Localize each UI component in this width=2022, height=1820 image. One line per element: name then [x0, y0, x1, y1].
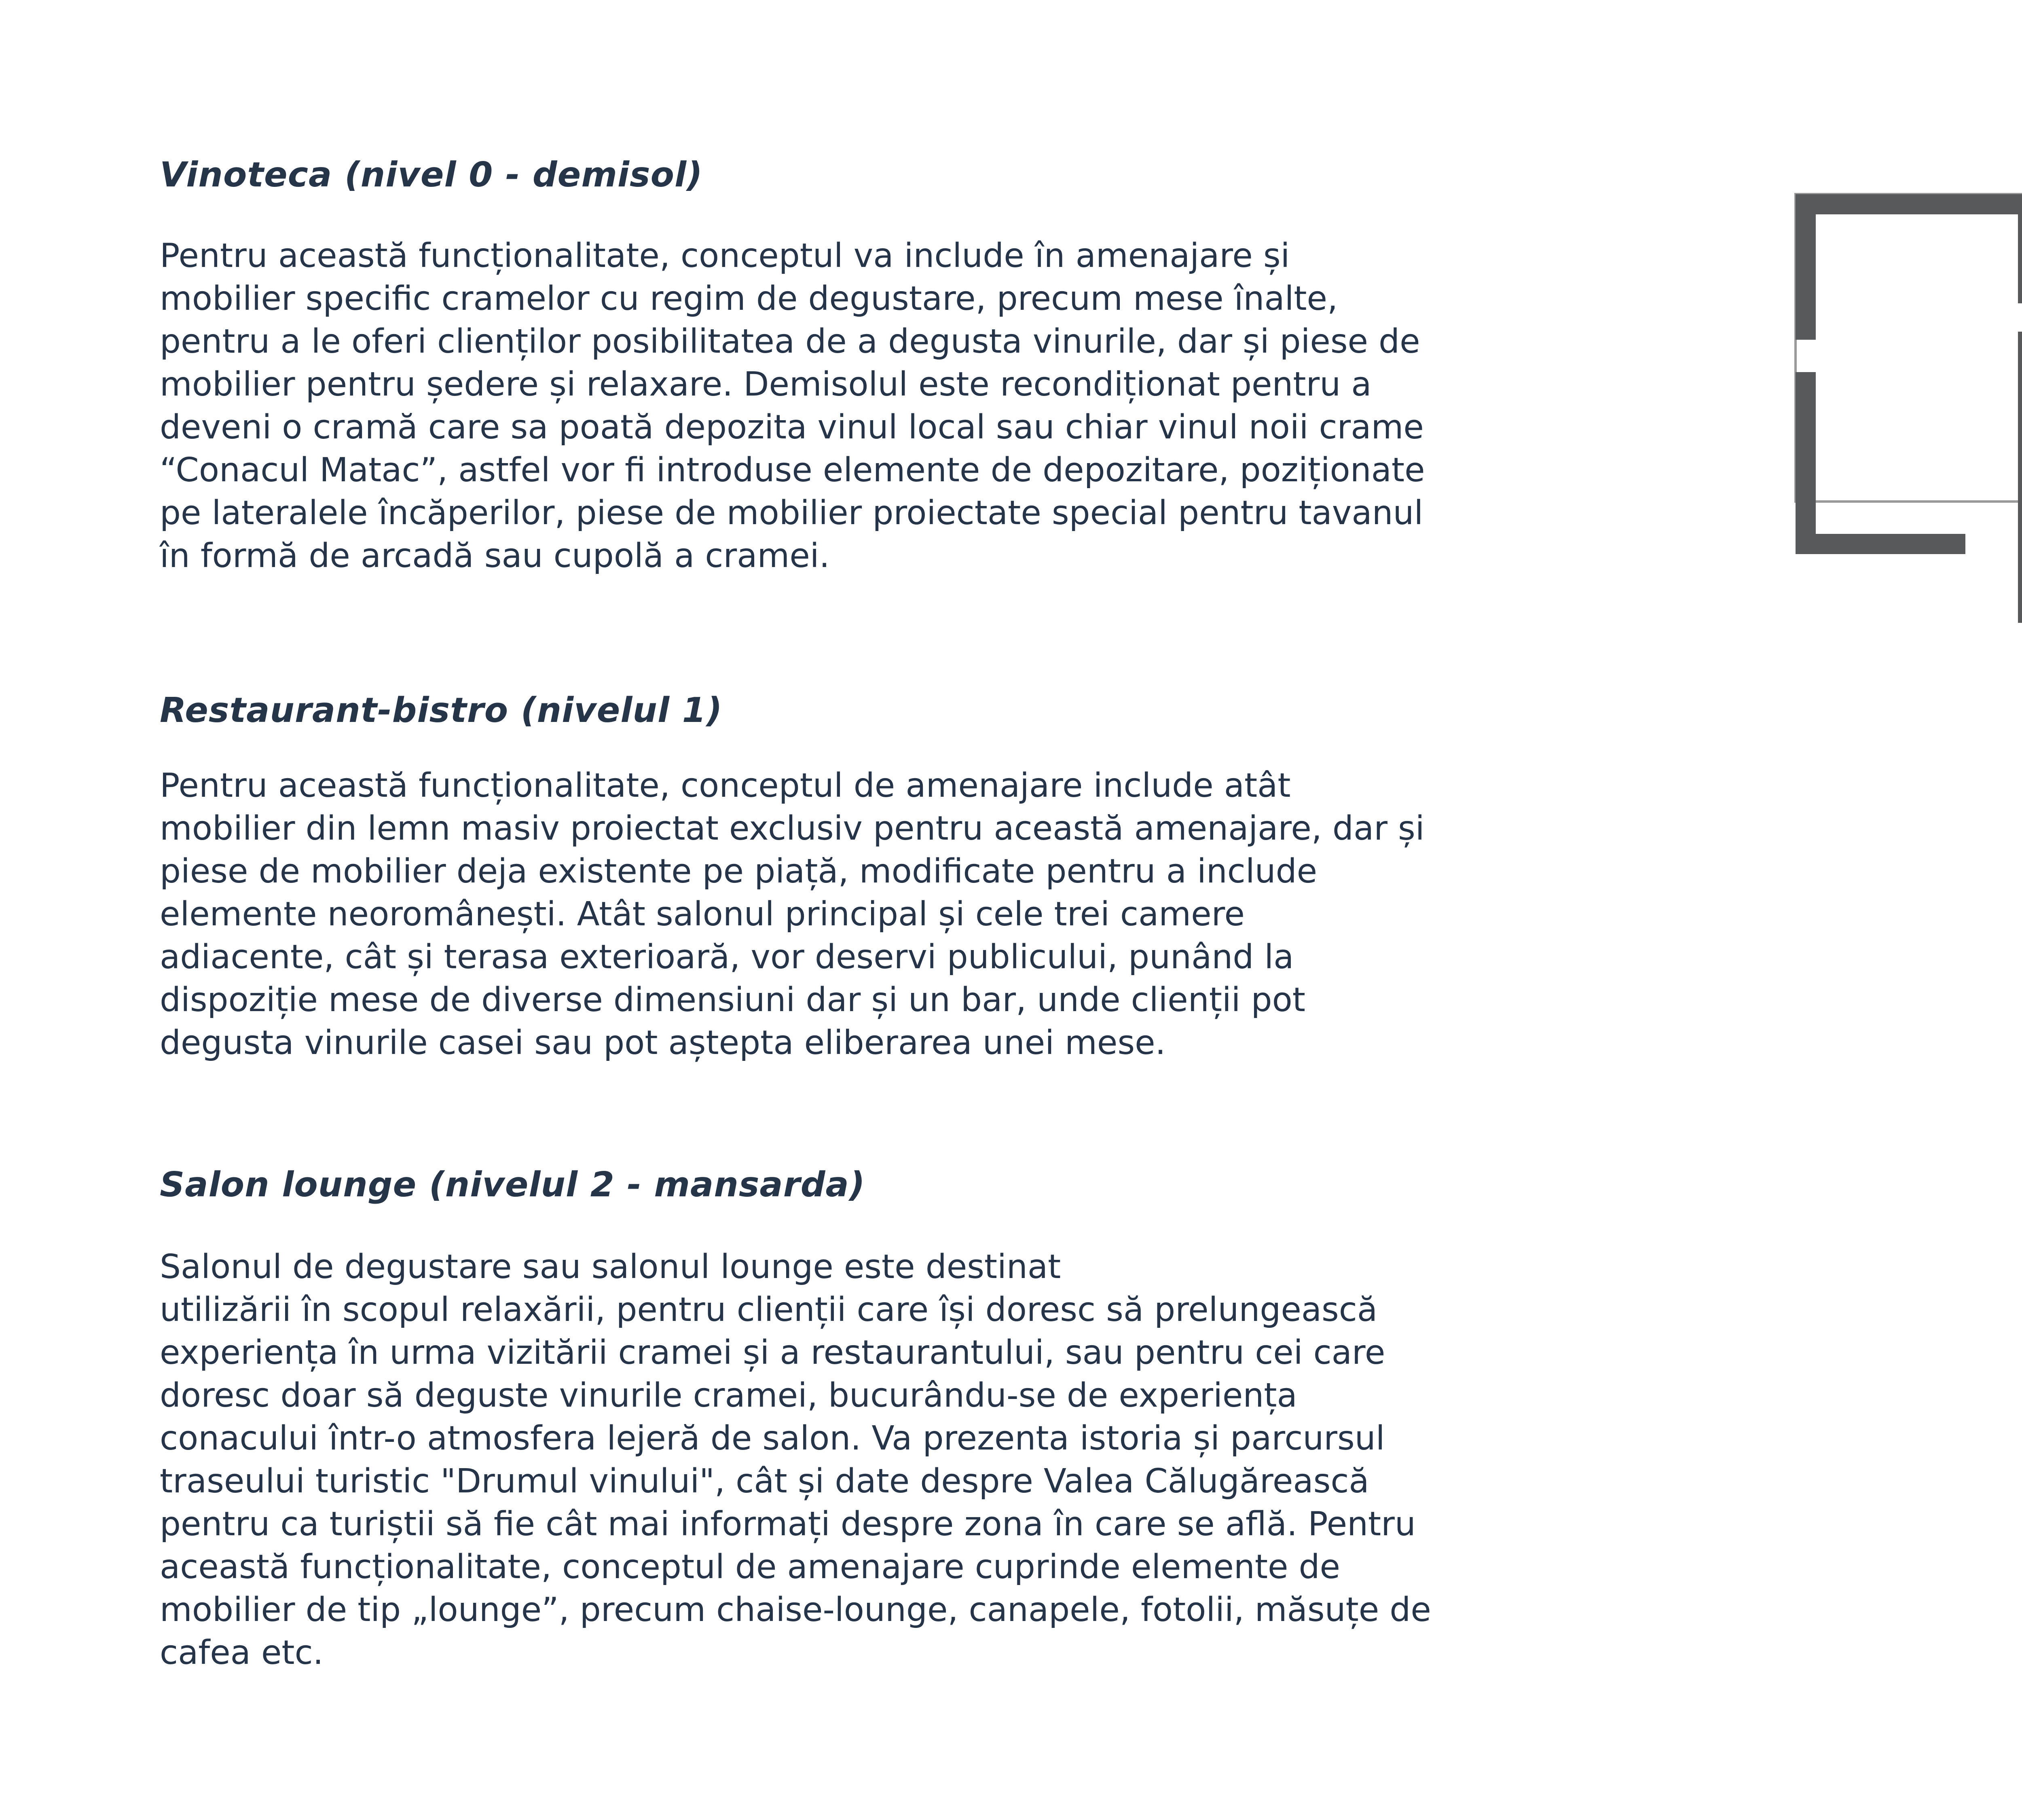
section-body-vinoteca: Pentru această funcționalitate, conceptul va include în amenajare și mobilier specific cramelor cu regim de degustare, precum mese înalte, pentru a le oferi clienților posibilitatea de a degusta vinurile, dar și piese de mobilier pentru ședere și relaxare. Demisolul este recondiționat pentru a deveni o cramă care sa poată depozita vinul local sau chiar vinul noii crame “Conacul Matac”, astfel vor fi introduse elemente de depozitare, poziționate pe lateralele încăperilor, piese de mobilier proiectate special pentru tavanul în formă de arcadă sau cupolă a cramei. — [160, 237, 1425, 575]
section-heading-vinoteca: Vinoteca (nivel 0 - demisol) — [160, 155, 703, 195]
section-heading-lounge: Salon lounge (nivelul 2 - mansarda) — [160, 1165, 865, 1205]
section-heading-restaurant: Restaurant-bistro (nivelul 1) — [160, 690, 723, 730]
floor-plan-drawing — [1771, 162, 2022, 1699]
plan-outlines — [1796, 194, 2022, 1302]
section-body-lounge: Salonul de degustare sau salonul lounge este destinat utilizării în scopul relaxării, pentru clienții care își doresc să prelungească experiența în urma vizitării cramei și a restaurantului, sau pentru cei care doresc doar să deguste vinurile cramei, bucurându-se de experiența conacului într-o atmosfera lejeră de salon. Va prezenta istoria și parcursul traseului turistic "Drumul vinului", cât și date despre Valea Călugărească pentru ca turiștii să fie cât mai informați despre zona în care se află. Pentru această funcționalitate, conceptul de amenajare cuprinde elemente de mobilier de tip „lounge”, precum chaise-lounge, canapele, fotolii, măsuțe de cafea etc. — [160, 1248, 1431, 1672]
section-body-restaurant: Pentru această funcționalitate, conceptul de amenajare include atât mobilier din lemn masiv proiectat exclusiv pentru această amenajare, dar și piese de mobilier deja existente pe piață, modificate pentru a include elemente neoromânești. Atât salonul principal și cele trei camere adiacente, cât și terasa exterioară, vor deservi publicului, punând la dispoziție mese de diverse dimensiuni dar și un bar, unde clienții pot degusta vinurile casei sau pot aștepta eliberarea unei mese. — [160, 766, 1425, 1062]
plan-walls — [1796, 194, 2022, 1302]
